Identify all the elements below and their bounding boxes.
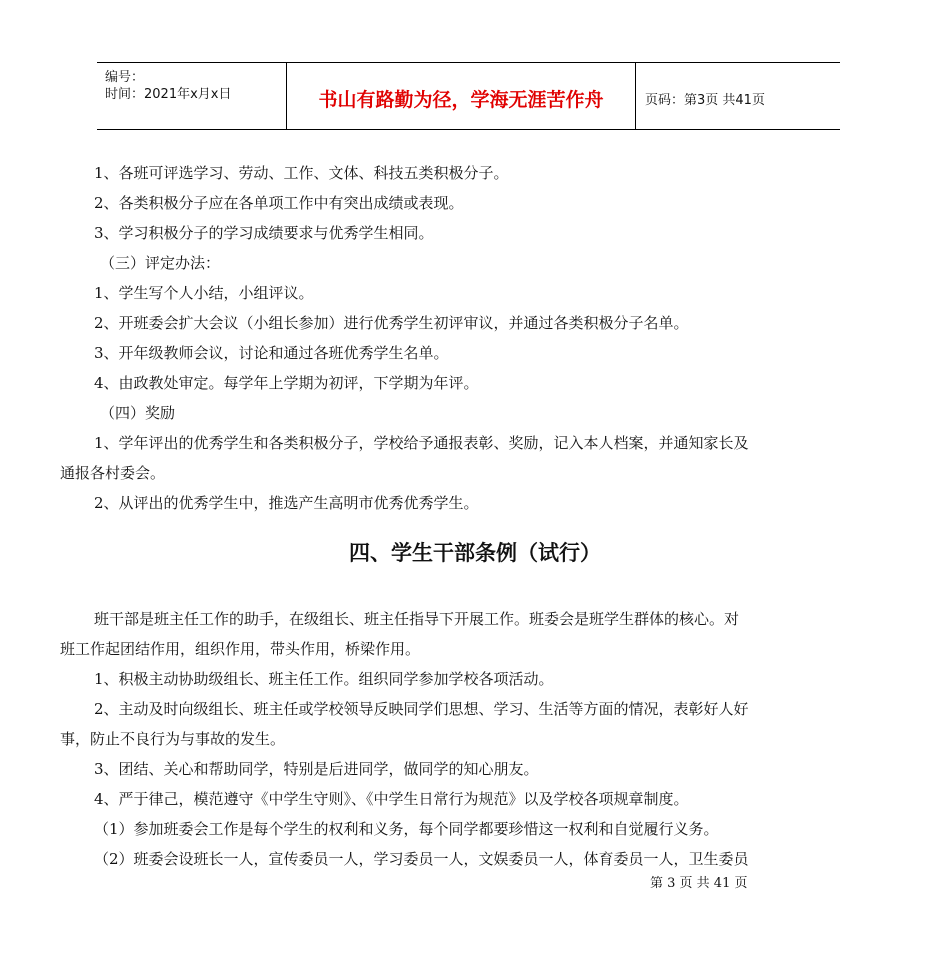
paragraph-line: 事，防止不良行为与事故的发生。 [60,730,286,748]
section-title: 四、学生干部条例（试行） [349,541,601,565]
paragraph-line: 2、开班委会扩大会议（小组长参加）进行优秀学生初评审议，并通过各类积极分子名单。 [94,314,689,332]
paragraph-line: 4、由政教处审定。每学年上学期为初评，下学期为年评。 [94,374,479,392]
paragraph-line: （2）班委会设班长一人，宣传委员一人，学习委员一人，文娱委员一人，体育委员一人，卫生委员 [94,850,749,868]
document-header [97,62,840,130]
subsection-heading: （三）评定办法： [100,254,221,272]
paragraph-line: 班干部是班主任工作的助手，在级组长、班主任指导下开展工作。班委会是班学生群体的核心。对 [94,610,740,628]
header-divider [635,63,636,129]
paragraph-line: （1）参加班委会工作是每个学生的权利和义务，每个同学都要珍惜这一权利和自觉履行义务。 [94,820,719,838]
paragraph-line: 1、学生写个人小结，小组评议。 [94,284,314,302]
paragraph-line: 通报各村委会。 [60,464,166,482]
header-page-info: 页码：第3页 共41页 [645,93,765,108]
number-label: 编号： [105,70,145,85]
body-text-bottom [60,604,882,874]
paragraph-line: 3、开年级教师会议，讨论和通过各班优秀学生名单。 [94,344,449,362]
page-footer: 第 3 页 共 41 页 [650,876,748,891]
paragraph-line: 班工作起团结作用，组织作用，带头作用，桥梁作用。 [60,640,421,658]
paragraph-line: 2、各类积极分子应在各单项工作中有突出成绩或表现。 [94,194,464,212]
paragraph-line: 3、学习积极分子的学习成绩要求与优秀学生相同。 [94,224,434,242]
paragraph-line: 1、各班可评选学习、劳动、工作、文体、科技五类积极分子。 [94,164,509,182]
paragraph-line: 1、积极主动协助级组长、班主任工作。组织同学参加学校各项活动。 [94,670,554,688]
paragraph-line: 4、严于律己，模范遵守《中学生守则》、《中学生日常行为规范》以及学校各项规章制度。 [94,790,689,808]
paragraph-line: 3、团结、关心和帮助同学，特别是后进同学，做同学的知心朋友。 [94,760,539,778]
paragraph-line: 2、从评出的优秀学生中，推选产生高明市优秀优秀学生。 [94,494,479,512]
subsection-heading: （四）奖励 [100,404,176,422]
time-label: 时间：2021年x月x日 [105,87,232,102]
header-meta [105,69,285,103]
body-text-top [60,158,882,518]
paragraph-line: 2、主动及时向级组长、班主任或学校领导反映同学们思想、学习、生活等方面的情况，表彰好人好 [94,700,749,718]
header-motto: 书山有路勤为径，学海无涯苦作舟 [318,89,604,111]
paragraph-line: 1、学年评出的优秀学生和各类积极分子，学校给予通报表彰、奖励，记入本人档案，并通知家长及 [94,434,749,452]
